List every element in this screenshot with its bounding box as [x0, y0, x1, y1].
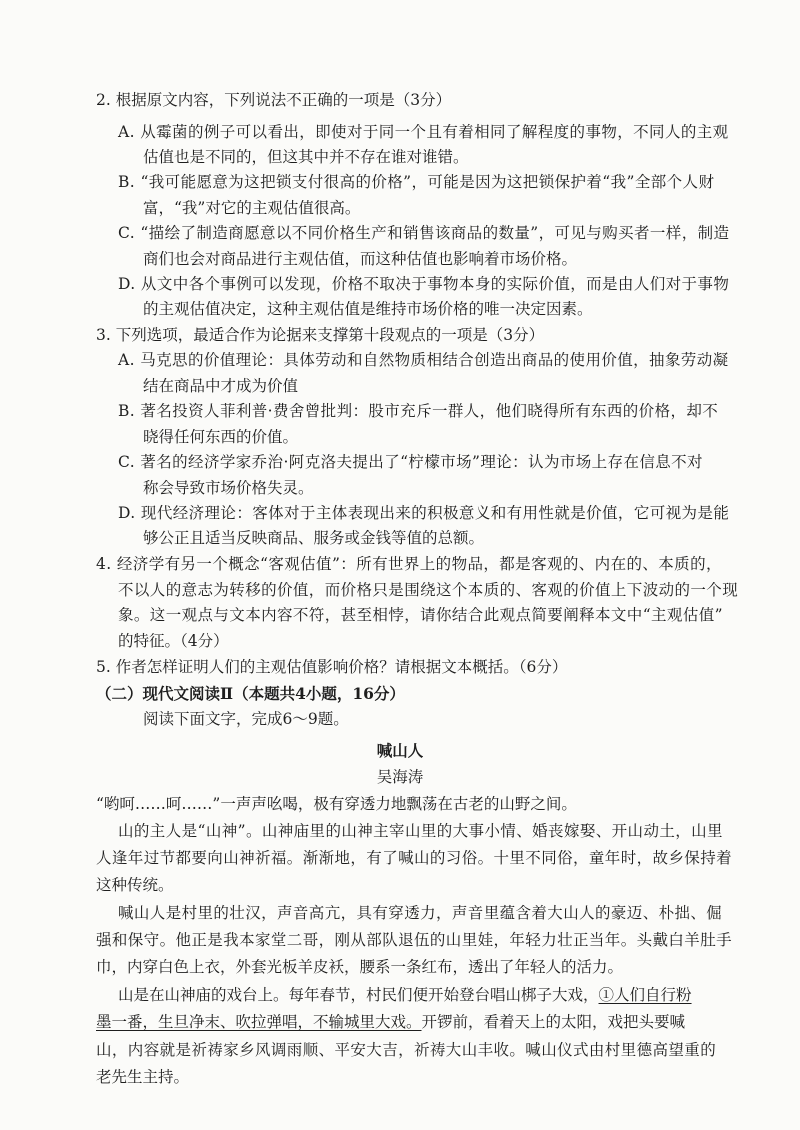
- q2-option-c-line2: 商们也会对商品进行主观估值，而这种估值也影响着市场价格。: [143, 250, 578, 268]
- story-paragraph-4-line3: 山，内容就是祈祷家乡风调雨顺、平安大吉，祈祷大山丰收。喊山仪式由村里德高望重的: [96, 1041, 717, 1059]
- story-paragraph-2-line1: 山的主人是“山神”。山神庙里的山神主宰山里的大事小情、婚丧嫁娶、开山动土，山里: [118, 822, 723, 840]
- q2-option-d-line2: 的主观估值决定，这种主观估值是维持市场价格的唯一决定因素。: [143, 300, 593, 318]
- q3-option-a-line2: 结在商品中才成为价值: [143, 377, 299, 395]
- story-author: 吴海涛: [376, 768, 424, 786]
- story-paragraph-2-line3: 这种传统。: [96, 876, 174, 894]
- underlined-sentence-1-end: 墨一番，生旦净末、吹拉弹唱，不输城里大戏。: [96, 1013, 422, 1031]
- q3-option-d-line1: D. 现代经济理论：客体对于主体表现出来的积极意义和有用性就是价值，它可视为是能: [118, 504, 730, 522]
- q3-option-b-line2: 晓得任何东西的价值。: [143, 428, 299, 446]
- q2-option-d-line1: D. 从文中各个事例可以发现，价格不取决于事物本身的实际价值，而是由人们对于事物: [118, 275, 730, 293]
- question-4-line1: 4. 经济学有另一个概念“客观估值”：所有世界上的物品，都是客观的、内在的、本质的，: [96, 555, 722, 573]
- story-paragraph-1: “哟呵……呵……”一声声吆喝，极有穿透力地飘荡在古老的山野之间。: [96, 795, 577, 813]
- q2-option-a-line1: A. 从霉菌的例子可以看出，即使对于同一个且有着相同了解程度的事物，不同人的主观: [118, 123, 729, 141]
- story-paragraph-4-line2-text: 开锣前，看着天上的太阳，戏把头要喊: [421, 1013, 686, 1031]
- q2-option-a-line2: 估值也是不同的，但这其中并不存在谁对谁错。: [143, 148, 469, 166]
- question-5-stem: 5. 作者怎样证明人们的主观估值影响价格？请根据文本概括。（6分）: [96, 658, 568, 676]
- q3-option-c-line2: 称会导致市场价格失灵。: [143, 479, 314, 497]
- story-paragraph-3-line1: 喊山人是村里的壮汉，声音高亢，具有穿透力，声音里蕴含着大山人的豪迈、朴拙、倔: [118, 904, 723, 922]
- story-paragraph-2-line2: 人逢年过节都要向山神祈福。渐渐地，有了喊山的习俗。十里不同俗，童年时，故乡保持着: [96, 849, 733, 867]
- story-paragraph-4-line2: [96, 1015, 685, 1031]
- q3-option-d-line2: 够公正且适当反映商品、服务或金钱等值的总额。: [143, 529, 485, 547]
- section-heading: （二）现代文阅读Ⅱ（本题共4小题，16分）: [96, 684, 405, 703]
- q3-option-c-line1: C. 著名的经济学家乔治·阿克洛夫提出了“柠檬市场”理论：认为市场上存在信息不对: [118, 453, 703, 471]
- question-3-stem: 3. 下列选项，最适合作为论据来支撑第十段观点的一项是（3分）: [96, 326, 545, 344]
- section-instruction: 阅读下面文字，完成6～9题。: [143, 710, 349, 728]
- story-title: 喊山人: [376, 741, 424, 760]
- q2-option-b-line1: B. “我可能愿意为这把锁支付很高的价格”，可能是因为这把锁保护着“我”全部个人财: [118, 173, 715, 191]
- story-paragraph-3-line2: 强和保守。他正是我本家堂二哥，刚从部队退伍的山里娃，年轻力壮正当年。头戴白羊肚手: [96, 931, 733, 949]
- underlined-sentence-1-start: ①人们自行粉: [598, 986, 692, 1004]
- question-4-line3: 象。这一观点与文本内容不符，甚至相悖，请你结合此观点简要阐释本文中“主观估值”: [118, 606, 723, 624]
- question-4-line4: 的特征。（4分）: [118, 632, 229, 650]
- story-paragraph-3-line3: 巾，内穿白色上衣，外套光板羊皮袄，腰系一条红布，透出了年轻人的活力。: [96, 958, 624, 976]
- q3-option-a-line1: A. 马克思的价值理论：具体劳动和自然物质相结合创造出商品的使用价值，抽象劳动凝: [118, 351, 729, 369]
- story-paragraph-4-line4: 老先生主持。: [96, 1068, 190, 1086]
- story-paragraph-4-line1-text: 山是在山神庙的戏台上。每年春节，村民们便开始登台唱山梆子大戏，: [118, 986, 599, 1004]
- q2-option-c-line1: C. “描绘了制造商愿意以不同价格生产和销售该商品的数量”，可见与购买者一样，制造: [118, 224, 730, 242]
- question-2-stem: 2. 根据原文内容，下列说法不正确的一项是（3分）: [96, 91, 452, 109]
- question-4-line2: 不以人的意志为转移的价值，而价格只是围绕这个本质的、客观的价值上下波动的一个现: [118, 581, 739, 599]
- story-paragraph-4-line1: [118, 988, 692, 1004]
- q2-option-b-line2: 富，“我”对它的主观估值很高。: [143, 199, 361, 217]
- q3-option-b-line1: B. 著名投资人菲利普·费舍曾批判：股市充斥一群人，他们晓得所有东西的价格，却不: [118, 402, 719, 420]
